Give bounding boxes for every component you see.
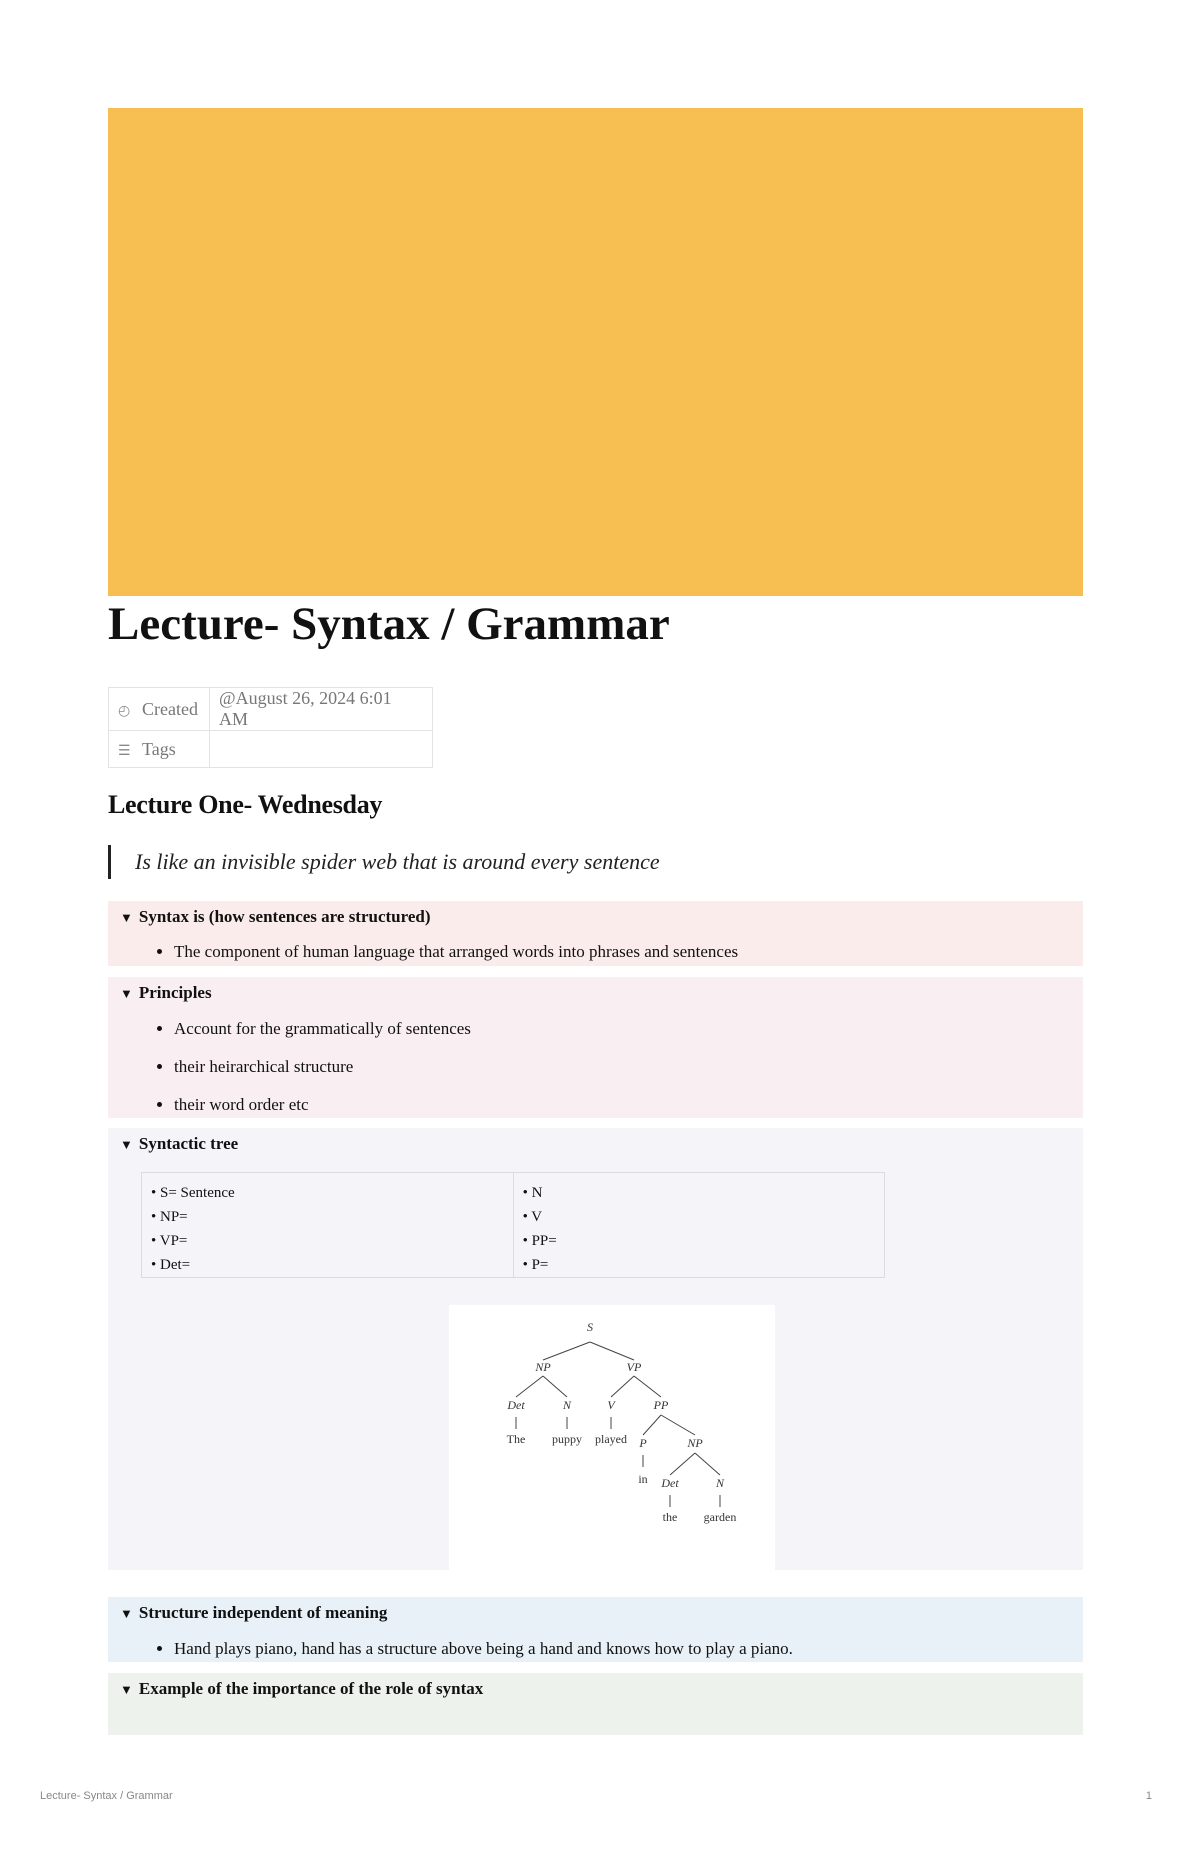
toggle-syntax-is [108,901,1083,966]
list-item: • their word order etc [174,1094,1063,1116]
toggle-syntactic-tree [108,1128,1083,1570]
tree-node-v: V [607,1398,615,1412]
toggle-title: Example of the importance of the role of syntax [138,1679,484,1698]
toggle-title: Syntactic tree [138,1134,239,1153]
toggle-title: Syntax is (how sentences are structured) [138,907,431,926]
tree-node-np-inner: NP [687,1436,703,1450]
abbreviation-item: • PP= [522,1233,557,1249]
toggle-title: Principles [138,983,212,1002]
list-item: • their heirarchical structure [174,1056,1063,1078]
tree-edge [661,1415,695,1435]
abbreviation-item: • N [522,1185,543,1201]
toggle-title: Structure independent of meaning [138,1603,388,1622]
tree-edge [516,1376,543,1397]
abbreviation-item: • V [522,1209,543,1225]
property-row-tags [109,731,433,768]
bullet-list [138,1018,1063,1116]
abbreviation-item: • Det= [151,1257,191,1273]
abbreviation-item: • P= [522,1257,549,1273]
abbreviation-item: • NP= [151,1209,188,1225]
tree-node-pp: PP [653,1398,669,1412]
toggle-body [138,1018,1063,1132]
property-label: Tags [142,738,176,759]
tree-node-n-inner: N [715,1476,725,1490]
property-key-created [109,688,210,731]
properties-table [108,687,433,768]
abbreviation-item: • VP= [151,1233,188,1249]
property-key-tags [109,731,210,768]
triangle-down-icon[interactable]: ▼ [120,1137,133,1152]
tree-node-np: NP [535,1360,551,1374]
tree-edge [543,1342,590,1360]
toggle-header[interactable] [120,1133,238,1156]
syntax-tree-diagram [449,1305,775,1570]
tree-edge [590,1342,634,1360]
tree-node-det-inner: Det [661,1476,679,1490]
tree-node-det: Det [507,1398,525,1412]
toggle-importance-of-syntax [108,1673,1083,1735]
toggle-body [138,1638,1063,1676]
tree-edge [634,1376,661,1397]
toggle-header[interactable] [120,982,212,1005]
tree-word-the-inner: the [662,1510,678,1524]
tree-edge [695,1453,720,1475]
triangle-down-icon[interactable]: ▼ [120,1606,133,1621]
bullet-list [138,941,1063,963]
cover-banner [108,108,1083,596]
tree-edge [543,1376,567,1397]
tree-word-garden: garden [703,1510,737,1524]
triangle-down-icon[interactable]: ▼ [120,1682,133,1697]
bullet-list [138,1638,1063,1660]
property-label: Created [142,698,198,719]
tree-node-n: N [562,1398,572,1412]
tree-word-in: in [638,1472,648,1486]
tree-word-played: played [595,1432,627,1446]
toggle-header[interactable] [120,906,431,929]
triangle-down-icon[interactable]: ▼ [120,910,133,925]
footer-page-number: 1 [1145,1790,1152,1802]
triangle-down-icon[interactable]: ▼ [120,986,133,1001]
abbreviation-item: • S= Sentence [151,1185,235,1201]
tree-word-puppy: puppy [552,1432,582,1446]
toggle-header[interactable] [120,1678,483,1701]
toggle-structure-independent [108,1597,1083,1662]
abbreviation-column-left [142,1173,514,1278]
list-item: • The component of human language that arranged words into phrases and sentences [174,941,1063,963]
tree-node-vp: VP [626,1360,642,1374]
property-value-created[interactable]: @August 26, 2024 6:01 AM [210,688,433,731]
tree-edge [611,1376,634,1397]
list-item: • Hand plays piano, hand has a structure above being a hand and knows how to play a piano. [174,1638,1063,1660]
tree-word-the: The [506,1432,526,1446]
list-item: • Account for the grammatically of sentences [174,1018,1063,1040]
property-value-tags[interactable] [210,731,433,768]
abbreviation-column-right [513,1173,884,1278]
tree-node-p: P [639,1436,647,1450]
toggle-principles [108,977,1083,1118]
quote-block: Is like an invisible spider web that is around every sentence [108,845,660,879]
page-title: Lecture- Syntax / Grammar [108,598,670,650]
toggle-header[interactable] [120,1602,387,1625]
tree-edge [643,1415,661,1435]
toggle-body [138,941,1063,979]
tree-node-s: S [587,1320,593,1334]
list-icon: ☰ [118,743,131,759]
clock-icon: ◴ [118,703,131,719]
footer-document-title: Lecture- Syntax / Grammar [40,1790,173,1802]
property-row-created [109,688,433,731]
abbreviation-table [141,1172,885,1278]
section-heading: Lecture One- Wednesday [108,790,383,819]
tree-edge [670,1453,695,1475]
syntax-tree-image [449,1305,775,1570]
